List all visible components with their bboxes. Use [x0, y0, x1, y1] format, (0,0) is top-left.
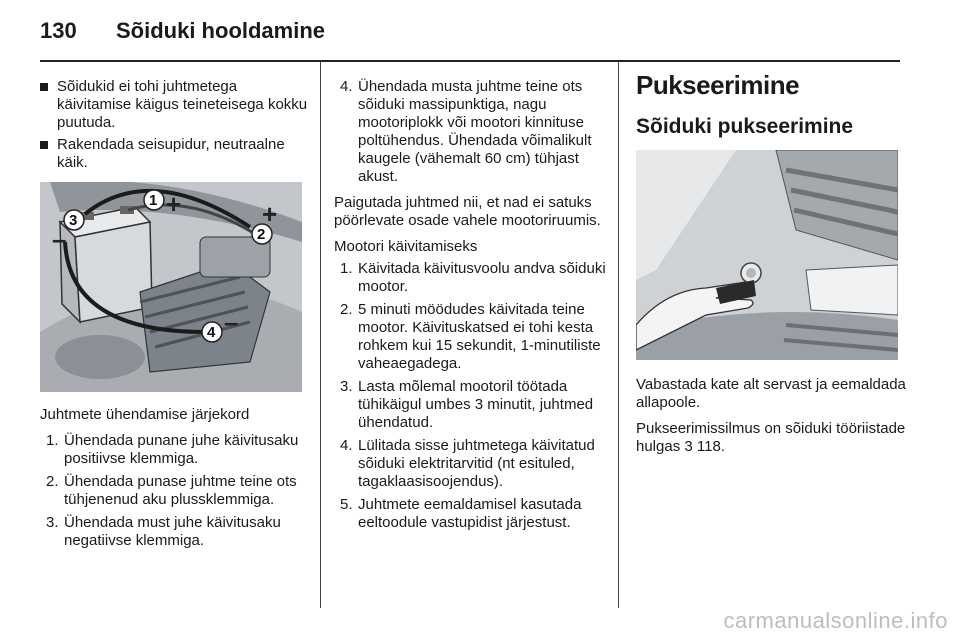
column-divider-2 [618, 62, 619, 608]
towing-eye-illustration [636, 150, 898, 360]
list-item: 2. 5 minuti möödudes käivitada teine mootor. Käivituskatsed ei tohi kesta rohkem kui 15 sekundit, 1-minutiliste vaheaegadega. [340, 301, 601, 372]
list-item: 2. Ühendada punase juhtme teine ots tühjenenud aku plussklemmiga. [46, 473, 297, 508]
list-item: 5. Juhtmete eemaldamisel kasutada eeltoodule vastupidist järjestust. [340, 496, 582, 531]
bullet-list [40, 78, 308, 172]
svg-text:–: – [224, 307, 239, 337]
cover-removal-paragraph: Vabastada kate alt servast ja eemaldada allapoole. [636, 376, 906, 411]
svg-text:1: 1 [149, 192, 158, 209]
bullet-square-icon [40, 83, 48, 91]
column-divider-1 [320, 62, 321, 608]
page-title: Sõiduki hooldamine [116, 18, 326, 43]
page-reference-icon[interactable]: 3 [684, 438, 693, 455]
start-steps [334, 260, 606, 532]
left-column-lower [40, 406, 308, 558]
page-number: 130 [40, 18, 77, 43]
header-rule [40, 60, 900, 62]
cable-routing-paragraph: Paigutada juhtmed nii, et nad ei satuks pöörlevate osade vahele mootoriruumis. [334, 194, 601, 229]
connection-steps [40, 432, 308, 550]
page-reference-link[interactable]: 118. [696, 438, 725, 455]
figure-caption: Juhtmete ühendamise järjekord [40, 406, 250, 423]
middle-column [334, 78, 606, 540]
jump-start-figure [40, 182, 302, 392]
bullet-item: Rakendada seisupidur, neutraalne käik. [40, 136, 308, 172]
bullet-item: Sõidukid ei tohi juhtmetega käivitamise käigus teineteisega kokku puutuda. [40, 78, 308, 132]
svg-text:3: 3 [69, 212, 78, 229]
list-item: 4. Lülitada sisse juhtmetega käivitatud sõiduki elektritarvitid (nt esituled, tagaklaasisoojendus). [340, 437, 595, 490]
towing-figure [636, 150, 898, 360]
list-item: 4. Ühendada musta juhtme teine ots sõiduki massipunktiga, nagu mootoriplokk või mootori kinnituse poltühendus. Ühendada võimalikult kaugele (vähemalt 60 cm) tühjast akust. [340, 78, 592, 185]
watermark: carmanualsonline.info [723, 608, 948, 633]
svg-text:2: 2 [257, 226, 266, 243]
svg-text:+: + [166, 189, 182, 219]
bullet-square-icon [40, 141, 48, 149]
left-column [40, 78, 308, 176]
jump-start-illustration [40, 182, 302, 392]
svg-text:4: 4 [207, 324, 216, 341]
tow-eye-cover-icon [741, 263, 761, 283]
list-item: 3. Ühendada must juhe käivitusaku negatiivse klemmiga. [46, 514, 281, 549]
section-title: Pukseerimine [636, 70, 800, 100]
page-header [40, 18, 920, 48]
svg-text:+: + [262, 199, 278, 229]
svg-text:–: – [52, 224, 67, 254]
start-heading: Mootori käivitamiseks [334, 238, 478, 255]
right-column-text [636, 376, 908, 464]
list-item: 3. Lasta mõlemal mootoril töötada tühikäigul umbes 3 minutit, juhtmed ühendatud. [340, 378, 594, 431]
tow-eye-location-paragraph: Pukseerimissilmus on sõiduki tööriistade hulgas 3 118. [636, 420, 906, 455]
subsection-title: Sõiduki pukseerimine [636, 115, 854, 138]
list-item: 1. Ühendada punane juhe käivitusaku positiivse klemmiga. [46, 432, 299, 467]
list-item: 1. Käivitada käivitusvoolu andva sõiduki mootor. [340, 260, 606, 295]
connection-steps-continued [334, 78, 606, 186]
